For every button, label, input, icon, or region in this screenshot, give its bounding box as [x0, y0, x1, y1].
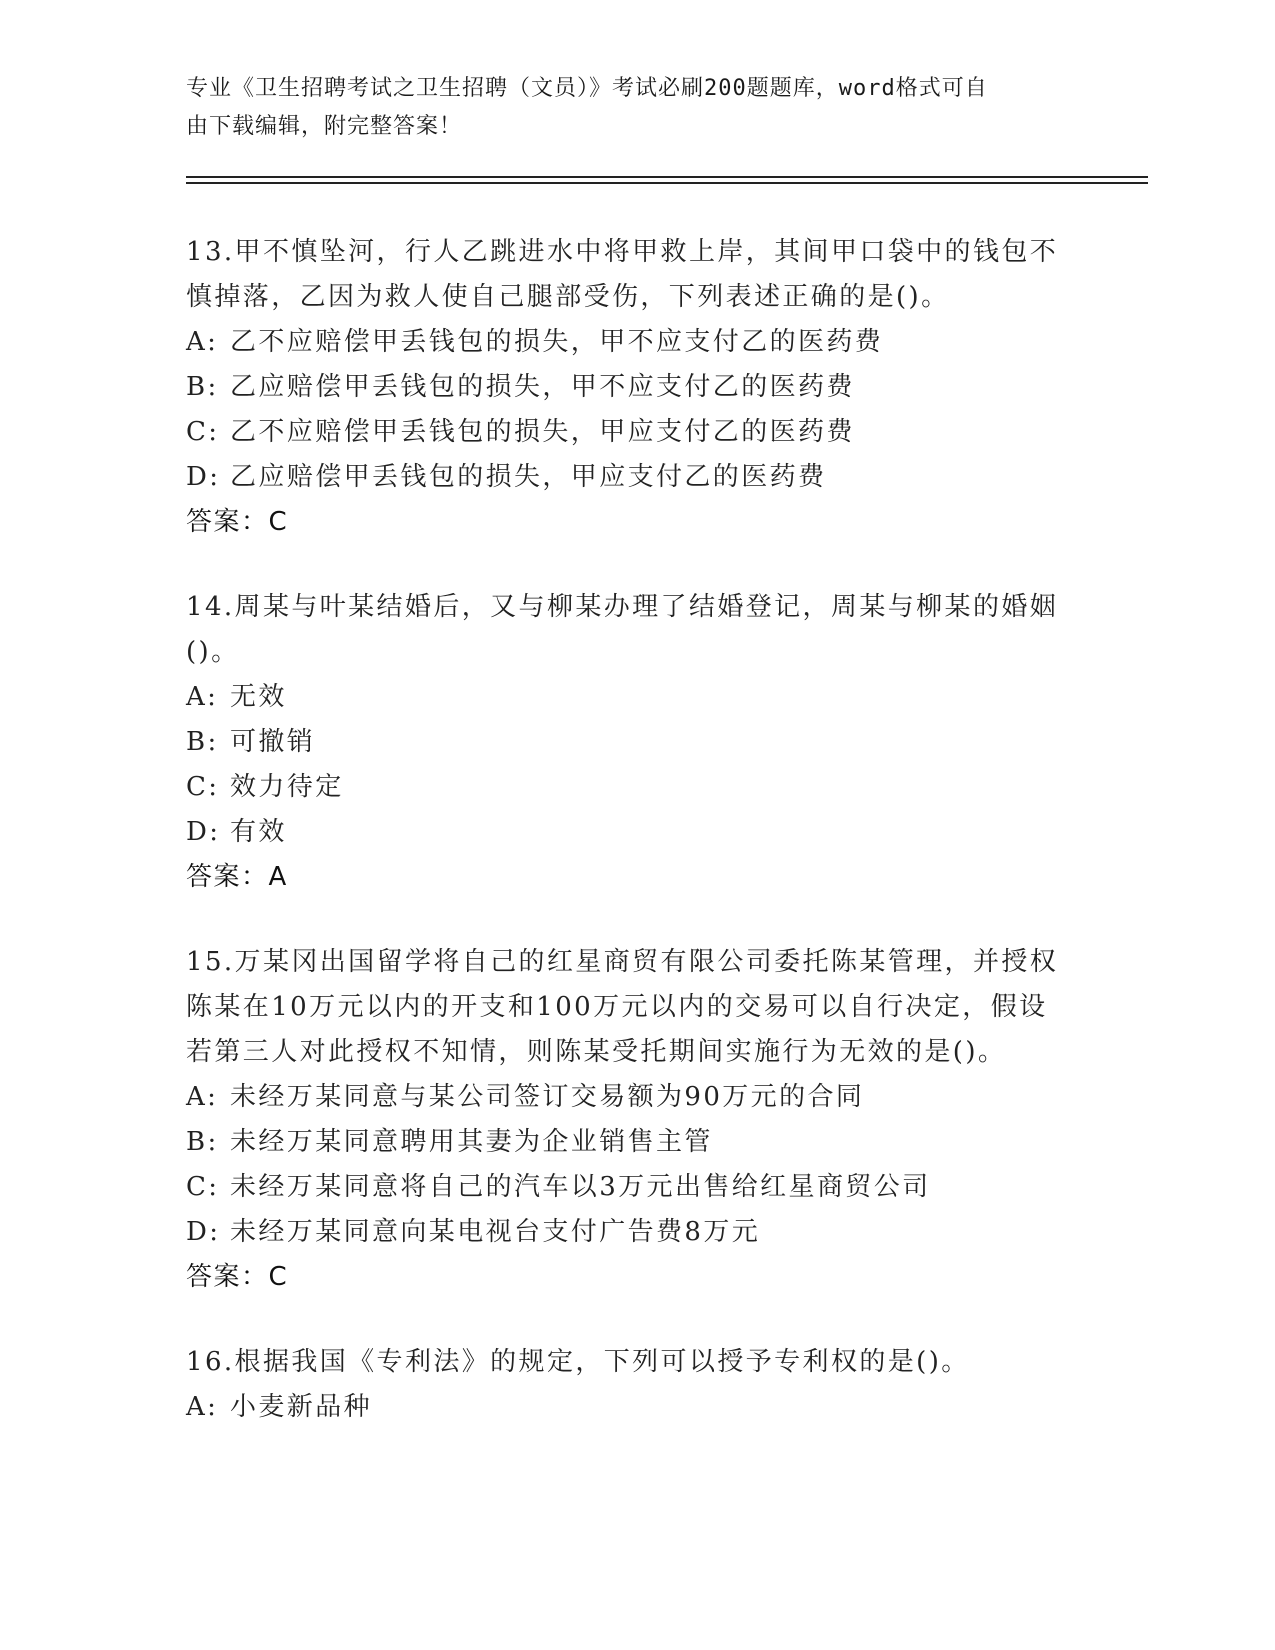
question-16 — [186, 1340, 1086, 1430]
option-letter: B: — [186, 1127, 219, 1157]
option-a — [186, 1075, 1086, 1120]
header-divider-bottom — [186, 182, 1148, 184]
option-c — [186, 410, 1086, 455]
option-letter: A: — [186, 1082, 219, 1112]
option-letter: D: — [186, 462, 221, 492]
option-text: 乙应赔偿甲丢钱包的损失，甲不应支付乙的医药费 — [230, 372, 855, 402]
option-c — [186, 1165, 1086, 1210]
option-text: 乙应赔偿甲丢钱包的损失，甲应支付乙的医药费 — [230, 462, 827, 492]
question-list — [186, 230, 1086, 1470]
answer-line: 答案：C — [186, 1262, 289, 1292]
option-letter: A: — [186, 327, 219, 357]
option-letter: B: — [186, 372, 219, 402]
option-a — [186, 675, 1086, 720]
option-text: 效力待定 — [230, 772, 344, 802]
header-line-2: 由下载编辑，附完整答案！ — [186, 114, 463, 139]
question-13 — [186, 230, 1086, 545]
option-letter: C: — [186, 417, 220, 447]
option-d — [186, 810, 1086, 855]
option-text: 有效 — [230, 817, 287, 847]
question-text-line: 若第三人对此授权不知情，则陈某受托期间实施行为无效的是()。 — [186, 1037, 1007, 1067]
answer-line: 答案：A — [186, 862, 288, 892]
question-text-line: 15.万某冈出国留学将自己的红星商贸有限公司委托陈某管理，并授权 — [186, 947, 1059, 977]
option-b — [186, 365, 1086, 410]
answer-line: 答案：C — [186, 507, 289, 537]
option-text: 可撤销 — [230, 727, 316, 757]
question-text-line: 16.根据我国《专利法》的规定，下列可以授予专利权的是()。 — [186, 1347, 970, 1377]
option-b — [186, 1120, 1086, 1165]
option-letter: D: — [186, 1217, 221, 1247]
option-text: 未经万某同意向某电视台支付广告费8万元 — [230, 1217, 761, 1247]
question-text-line: 13.甲不慎坠河，行人乙跳进水中将甲救上岸，其间甲口袋中的钱包不 — [186, 237, 1059, 267]
option-letter: C: — [186, 772, 220, 802]
question-text-line: ()。 — [186, 637, 240, 667]
header-line-1: 专业《卫生招聘考试之卫生招聘（文员）》考试必刷200题题库，word格式可自 — [186, 76, 988, 101]
option-letter: B: — [186, 727, 219, 757]
option-c — [186, 765, 1086, 810]
option-text: 乙不应赔偿甲丢钱包的损失，甲不应支付乙的医药费 — [230, 327, 884, 357]
question-15 — [186, 940, 1086, 1300]
option-text: 未经万某同意将自己的汽车以3万元出售给红星商贸公司 — [230, 1172, 931, 1202]
header-divider-top — [186, 176, 1148, 178]
option-d — [186, 1210, 1086, 1255]
option-text: 无效 — [230, 682, 287, 712]
option-a — [186, 320, 1086, 365]
option-text: 未经万某同意聘用其妻为企业销售主管 — [230, 1127, 713, 1157]
option-letter: A: — [186, 1392, 219, 1422]
option-a — [186, 1385, 1086, 1430]
option-letter: A: — [186, 682, 219, 712]
question-text-line: 14.周某与叶某结婚后，又与柳某办理了结婚登记，周某与柳某的婚姻 — [186, 592, 1059, 622]
option-text: 小麦新品种 — [230, 1392, 373, 1422]
document-header — [186, 70, 1066, 146]
option-letter: C: — [186, 1172, 220, 1202]
question-text-line: 慎掉落，乙因为救人使自己腿部受伤，下列表述正确的是()。 — [186, 282, 950, 312]
question-14 — [186, 585, 1086, 900]
question-text-line: 陈某在10万元以内的开支和100万元以内的交易可以自行决定，假设 — [186, 992, 1048, 1022]
option-d — [186, 455, 1086, 500]
option-text: 乙不应赔偿甲丢钱包的损失，甲应支付乙的医药费 — [230, 417, 855, 447]
option-letter: D: — [186, 817, 221, 847]
option-text: 未经万某同意与某公司签订交易额为90万元的合同 — [230, 1082, 865, 1112]
option-b — [186, 720, 1086, 765]
